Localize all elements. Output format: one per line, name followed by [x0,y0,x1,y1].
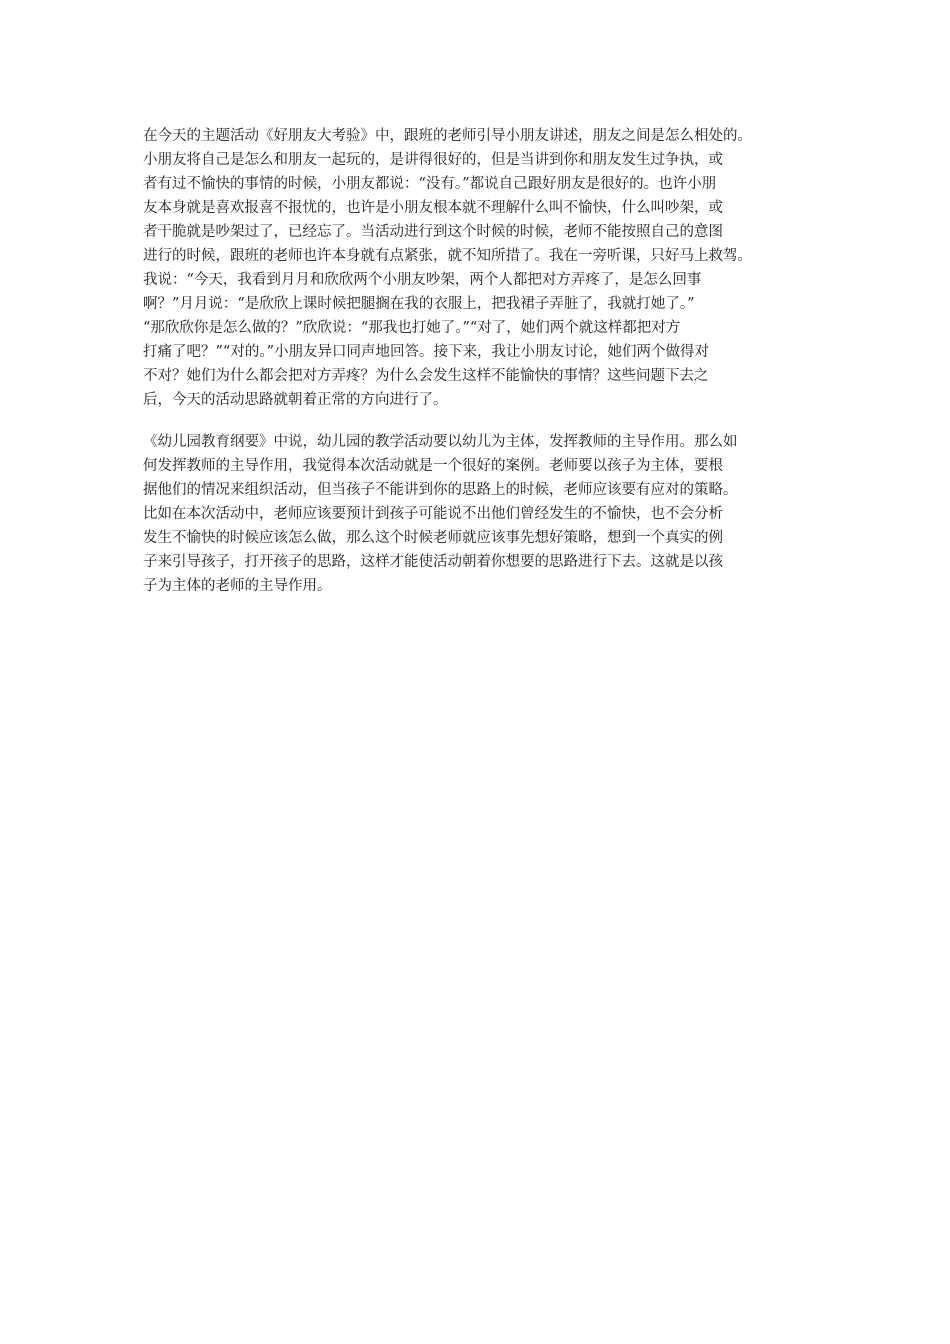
text-line: 据他们的情况来组织活动，但当孩子不能讲到你的思路上的时候，老师应该要有应对的策略。 [143,482,738,498]
document-body [143,124,823,598]
text-line: 子为主体的老师的主导作用。 [143,578,332,594]
paragraph-2 [143,430,823,598]
paragraph-1 [143,124,823,412]
text-line: 小朋友将自己是怎么和朋友一起玩的，是讲得很好的，但是当讲到你和朋友发生过争执，或 [143,152,723,168]
text-line: 后，今天的活动思路就朝着正常的方向进行了。 [143,392,448,408]
text-line: 进行的时候，跟班的老师也许本身就有点紧张，就不知所措了。我在一旁听课，只好马上救驾。 [143,248,752,264]
text-line: 我说：“今天，我看到月月和欣欣两个小朋友吵架，两个人都把对方弄疼了，是怎么回事 [143,272,702,288]
text-line: 在今天的主题活动《好朋友大考验》中，跟班的老师引导小朋友讲述，朋友之间是怎么相处的。 [143,128,752,144]
text-line: 者干脆就是吵架过了，已经忘了。当活动进行到这个时候的时候，老师不能按照自己的意图 [143,224,723,240]
text-line: 发生不愉快的时候应该怎么做，那么这个时候老师就应该事先想好策略，想到一个真实的例 [143,530,723,546]
text-line: 友本身就是喜欢报喜不报忧的，也许是小朋友根本就不理解什么叫不愉快，什么叫吵架，或 [143,200,723,216]
text-line: 打痛了吧？”“对的。”小朋友异口同声地回答。接下来，我让小朋友讨论，她们两个做得对 [143,344,709,360]
text-line: 《幼儿园教育纲要》中说，幼儿园的教学活动要以幼儿为主体，发挥教师的主导作用。那么如 [143,434,738,450]
text-line: “那欣欣你是怎么做的？”欣欣说：“那我也打她了。”“对了，她们两个就这样都把对方 [143,320,681,336]
text-line: 何发挥教师的主导作用，我觉得本次活动就是一个很好的案例。老师要以孩子为主体，要根 [143,458,723,474]
text-line: 不对？她们为什么都会把对方弄疼？为什么会发生这样不能愉快的事情？这些问题下去之 [143,368,709,384]
text-line: 啊？”月月说：“是欣欣上课时候把腿搁在我的衣服上，把我裙子弄脏了，我就打她了。” [143,296,695,312]
text-line: 子来引导孩子，打开孩子的思路，这样才能使活动朝着你想要的思路进行下去。这就是以孩 [143,554,723,570]
text-line: 者有过不愉快的事情的时候，小朋友都说：“没有。”都说自己跟好朋友是很好的。也许小朋 [143,176,717,192]
text-line: 比如在本次活动中，老师应该要预计到孩子可能说不出他们曾经发生的不愉快，也不会分析 [143,506,723,522]
